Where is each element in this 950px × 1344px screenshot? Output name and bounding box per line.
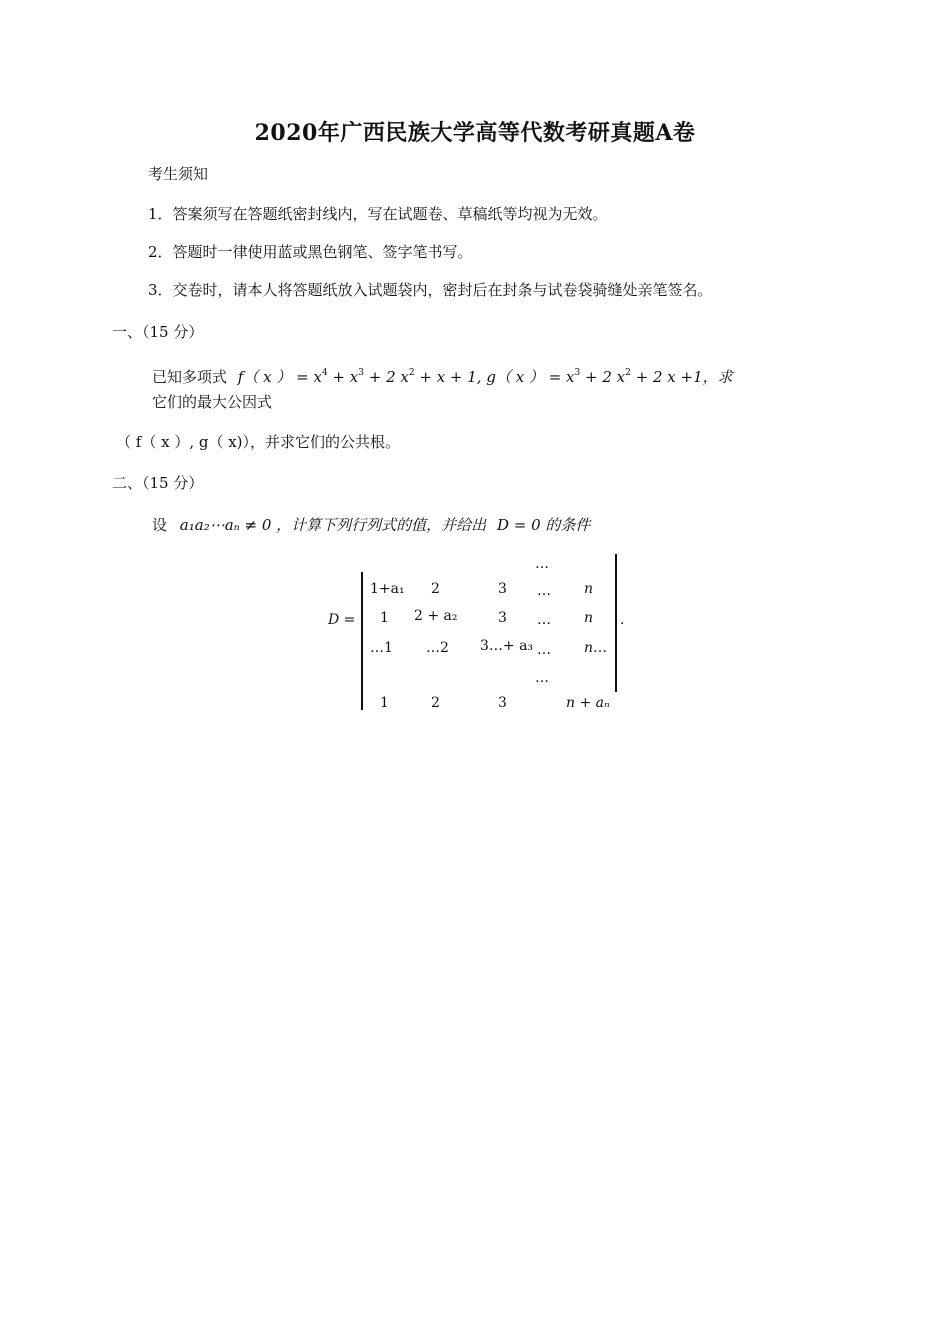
notice-item-1: 1．答案须写在答题纸密封线内，写在试题卷、草稿纸等均视为无效。 [148,205,608,223]
det-cell-r3c1: …1 [370,640,393,656]
det-cell-r3c5: n… [584,640,608,656]
det-cell-r1c4: … [537,583,551,599]
q2-condition-tail: D = 0 的条件 [496,516,591,534]
det-cell-r3c4: … [537,642,551,658]
page-title: 2020年广西民族大学高等代数考研真题A卷 [254,120,696,146]
question-1-line-3: （ f（ x ）, g（ x)），并求它们的公共根。 [116,433,401,451]
q1-f-exp-3: 3 [358,368,364,378]
det-cell-r1c2: 2 [431,581,440,597]
q1-g-exp-2: 2 [625,368,631,378]
det-cell-r4c3: 3 [498,695,507,711]
det-cell-r1c1: 1+a₁ [370,581,405,597]
q1-f-term-2: + 2 x [363,368,409,386]
q2-lead: 设 [152,516,168,534]
det-left-bar [361,572,363,710]
det-cell-r2c3: 3 [498,610,507,626]
q1-g-exp-3: 3 [574,368,581,378]
det-cell-r2c5: n [584,610,594,626]
question-1-line-2: 它们的最大公因式 [152,393,273,411]
q1-lead: 已知多项式 [152,368,228,386]
q1-f-term-1: + x [327,368,359,386]
det-cell-r2c2: 2 + a₂ [414,608,458,624]
q1-f-exp-4: 4 [321,368,328,378]
det-cell-r1c3: 3 [498,581,507,597]
det-right-bar [615,554,617,692]
det-cell-r3c2: …2 [426,640,449,656]
det-cell-r1c5: n [584,581,594,597]
question-1-line-1 [152,366,733,387]
question-2-heading: 二、（15 分） [112,474,204,492]
q1-g-term-1: + 2 x [580,368,626,386]
q1-g-term-2: + 2 x +1，求 [630,368,733,386]
notice-item-2: 2．答题时一律使用蓝或黑色钢笔、签字笔书写。 [148,243,473,261]
q2-condition: a₁a₂⋯aₙ ≠ 0 ，计算下列行列式的值，并给出 [179,516,487,534]
det-cell-r4c1: 1 [380,695,389,711]
det-cell-r3c3: 3…+ a₃ [480,638,534,654]
det-dots-top: … [535,556,549,572]
det-cell-r2c1: 1 [380,610,389,626]
det-cell-r4c5: n + aₙ [566,695,610,711]
q1-f-term-3: + x + 1, [414,368,482,386]
notice-heading: 考生须知 [148,165,209,183]
question-1-heading: 一、（15 分） [112,323,204,341]
question-2-line-1 [152,514,590,535]
q1-f-def: f（ x ） = x [237,368,322,386]
det-dots-mid: … [535,670,549,686]
q1-g-def: g（ x ） = x [486,368,575,386]
det-label: D = [328,612,356,628]
notice-item-3: 3．交卷时，请本人将答题纸放入试题袋内，密封后在封条与试卷袋骑缝处亲笔签名。 [148,281,713,299]
det-end-period: . [620,612,625,628]
det-cell-r4c2: 2 [431,695,440,711]
q1-f-exp-2: 2 [408,368,415,378]
det-cell-r2c4: … [537,612,551,628]
